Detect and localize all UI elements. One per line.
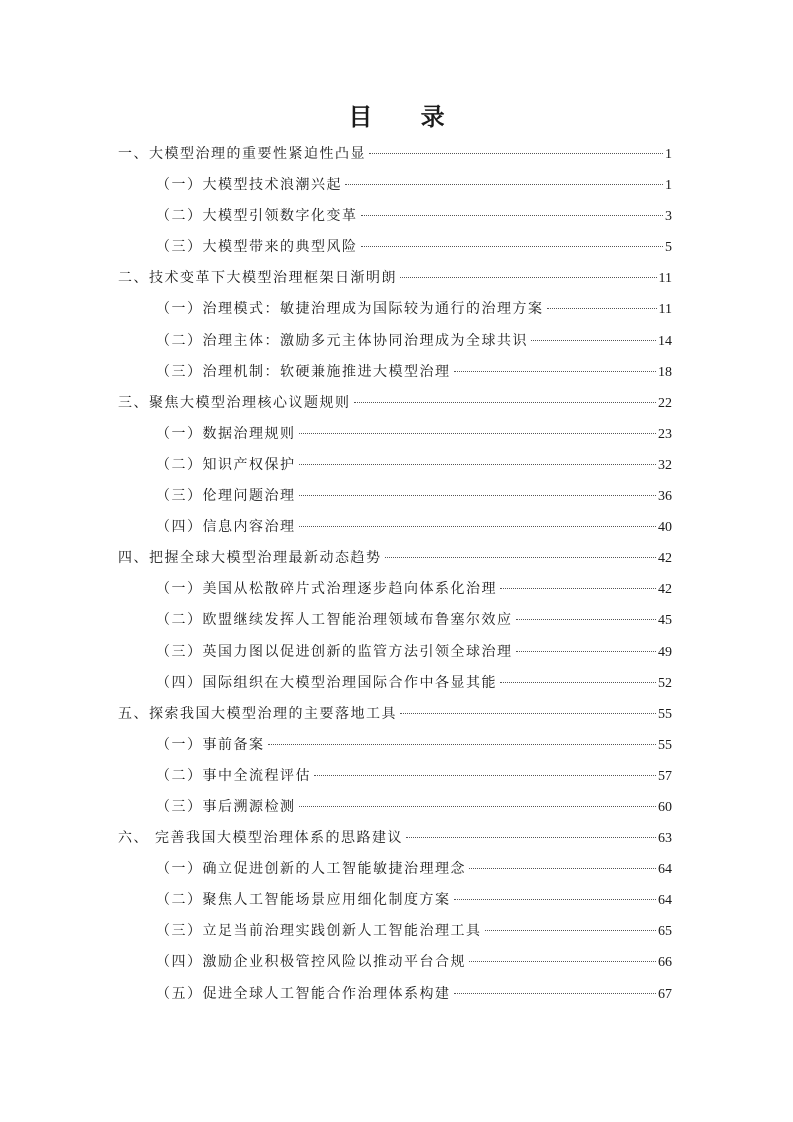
toc-dot-leader [268,744,657,745]
toc-entry-text: （一）确立促进创新的人工智能敏捷治理理念 [156,861,466,878]
toc-entry-text: （二）大模型引领数字化变革 [156,208,358,225]
toc-entry[interactable] [118,450,672,481]
toc-entry[interactable] [118,916,672,947]
toc-entry-text: （二）聚焦人工智能场景应用细化制度方案 [156,892,451,909]
toc-dot-leader [299,526,657,527]
toc-dot-leader [547,308,657,309]
toc-entry[interactable] [118,979,672,1010]
toc-entry-page-number: 64 [658,893,672,909]
toc-entry-page-number: 42 [658,582,672,598]
toc-entry[interactable] [118,388,672,419]
toc-entry-page-number: 40 [658,520,672,536]
toc-entry-text: （四）信息内容治理 [156,519,296,536]
toc-entry-page-number: 42 [658,551,672,567]
toc-dot-leader [361,246,664,247]
toc-entry-text: 四、把握全球大模型治理最新动态趋势 [118,550,382,567]
toc-dot-leader [400,713,656,714]
toc-entry-text: （三）英国力图以促进创新的监管方法引领全球治理 [156,643,513,660]
toc-entry[interactable] [118,543,672,574]
toc-entry-page-number: 14 [658,333,672,349]
toc-entry-text: （一）事前备案 [156,736,265,753]
toc-entry-page-number: 5 [665,240,672,256]
toc-entry-text: （一）大模型技术浪潮兴起 [156,177,342,194]
toc-entry-page-number: 3 [665,209,672,225]
toc-entry[interactable] [118,605,672,636]
toc-entry-page-number: 36 [658,489,672,505]
toc-entry-text: 五、探索我国大模型治理的主要落地工具 [118,705,397,722]
toc-entry-page-number: 1 [665,178,672,194]
toc-entry[interactable] [118,170,672,201]
toc-entry[interactable] [118,668,672,699]
toc-entry-text: （二）治理主体：激励多元主体协同治理成为全球共识 [156,332,528,349]
toc-dot-leader [454,993,657,994]
toc-entry-page-number: 49 [658,644,672,660]
toc-entry[interactable] [118,947,672,978]
toc-entry[interactable] [118,357,672,388]
toc-entry[interactable] [118,637,672,668]
toc-entry-page-number: 11 [658,271,672,287]
toc-entry[interactable] [118,419,672,450]
toc-entry-page-number: 63 [658,831,672,847]
toc-entry-text: 六、 完善我国大模型治理体系的思路建议 [118,830,403,847]
toc-dot-leader [354,402,657,403]
toc-entry-text: （二）事中全流程评估 [156,767,311,784]
toc-entry[interactable] [118,885,672,916]
toc-entry-text: 三、聚焦大模型治理核心议题规则 [118,394,351,411]
toc-entry-text: （三）大模型带来的典型风险 [156,239,358,256]
toc-entry-page-number: 55 [658,706,672,722]
toc-entry-text: （二）欧盟继续发挥人工智能治理领域布鲁塞尔效应 [156,612,513,629]
toc-dot-leader [454,899,657,900]
toc-dot-leader [299,464,657,465]
toc-entry-page-number: 57 [658,768,672,784]
toc-dot-leader [500,682,656,683]
toc-dot-leader [531,340,656,341]
toc-dot-leader [500,588,656,589]
toc-entry-text: （三）伦理问题治理 [156,488,296,505]
toc-entry-page-number: 18 [658,364,672,380]
toc-entry-text: （四）激励企业积极管控风险以推动平台合规 [156,954,466,971]
toc-entry-page-number: 11 [658,302,672,318]
toc-dot-leader [469,961,656,962]
toc-entry[interactable] [118,574,672,605]
toc-dot-leader [314,775,656,776]
toc-entry-text: （二）知识产权保护 [156,456,296,473]
toc-dot-leader [299,433,657,434]
toc-entry-text: （三）立足当前治理实践创新人工智能治理工具 [156,923,482,940]
toc-dot-leader [299,495,657,496]
toc-entry-page-number: 60 [658,799,672,815]
toc-entry-text: （四）国际组织在大模型治理国际合作中各显其能 [156,674,497,691]
toc-entry-page-number: 32 [658,457,672,473]
toc-list [118,139,672,1010]
toc-dot-leader [299,806,657,807]
toc-entry-page-number: 45 [658,613,672,629]
toc-entry[interactable] [118,792,672,823]
toc-dot-leader [385,557,657,558]
toc-dot-leader [361,215,664,216]
toc-entry-text: （一）美国从松散碎片式治理逐步趋向体系化治理 [156,581,497,598]
toc-entry-page-number: 66 [658,955,672,971]
toc-entry[interactable] [118,854,672,885]
toc-entry-page-number: 22 [658,395,672,411]
toc-entry[interactable] [118,201,672,232]
toc-dot-leader [369,153,663,154]
toc-entry-page-number: 1 [665,147,672,162]
toc-entry-page-number: 65 [658,924,672,940]
toc-entry[interactable] [118,263,672,294]
toc-entry-text: （一）数据治理规则 [156,425,296,442]
toc-dot-leader [345,184,663,185]
toc-entry-page-number: 52 [658,675,672,691]
toc-entry[interactable] [118,823,672,854]
toc-entry[interactable] [118,139,672,170]
toc-dot-leader [469,868,656,869]
toc-entry[interactable] [118,512,672,543]
toc-entry-page-number: 64 [658,862,672,878]
toc-dot-leader [400,277,657,278]
toc-dot-leader [485,930,657,931]
toc-entry-text: （三）治理机制：软硬兼施推进大模型治理 [156,363,451,380]
toc-entry[interactable] [118,326,672,357]
toc-entry-text: 一、大模型治理的重要性紧迫性凸显 [118,146,366,162]
toc-dot-leader [454,371,657,372]
toc-entry[interactable] [118,761,672,792]
toc-entry-text: （五）促进全球人工智能合作治理体系构建 [156,985,451,1002]
toc-entry-text: （三）事后溯源检测 [156,798,296,815]
toc-entry[interactable] [118,699,672,730]
toc-title: 目 录 [348,102,465,131]
toc-entry-page-number: 23 [658,426,672,442]
toc-dot-leader [406,837,656,838]
toc-dot-leader [516,651,657,652]
toc-entry-page-number: 55 [658,737,672,753]
toc-entry[interactable] [118,232,672,263]
toc-entry[interactable] [118,481,672,512]
toc-entry-text: （一）治理模式：敏捷治理成为国际较为通行的治理方案 [156,301,544,318]
toc-dot-leader [516,619,657,620]
toc-entry[interactable] [118,294,672,325]
toc-entry-page-number: 67 [658,986,672,1002]
toc-entry-text: 二、技术变革下大模型治理框架日渐明朗 [118,270,397,287]
toc-entry[interactable] [118,730,672,761]
